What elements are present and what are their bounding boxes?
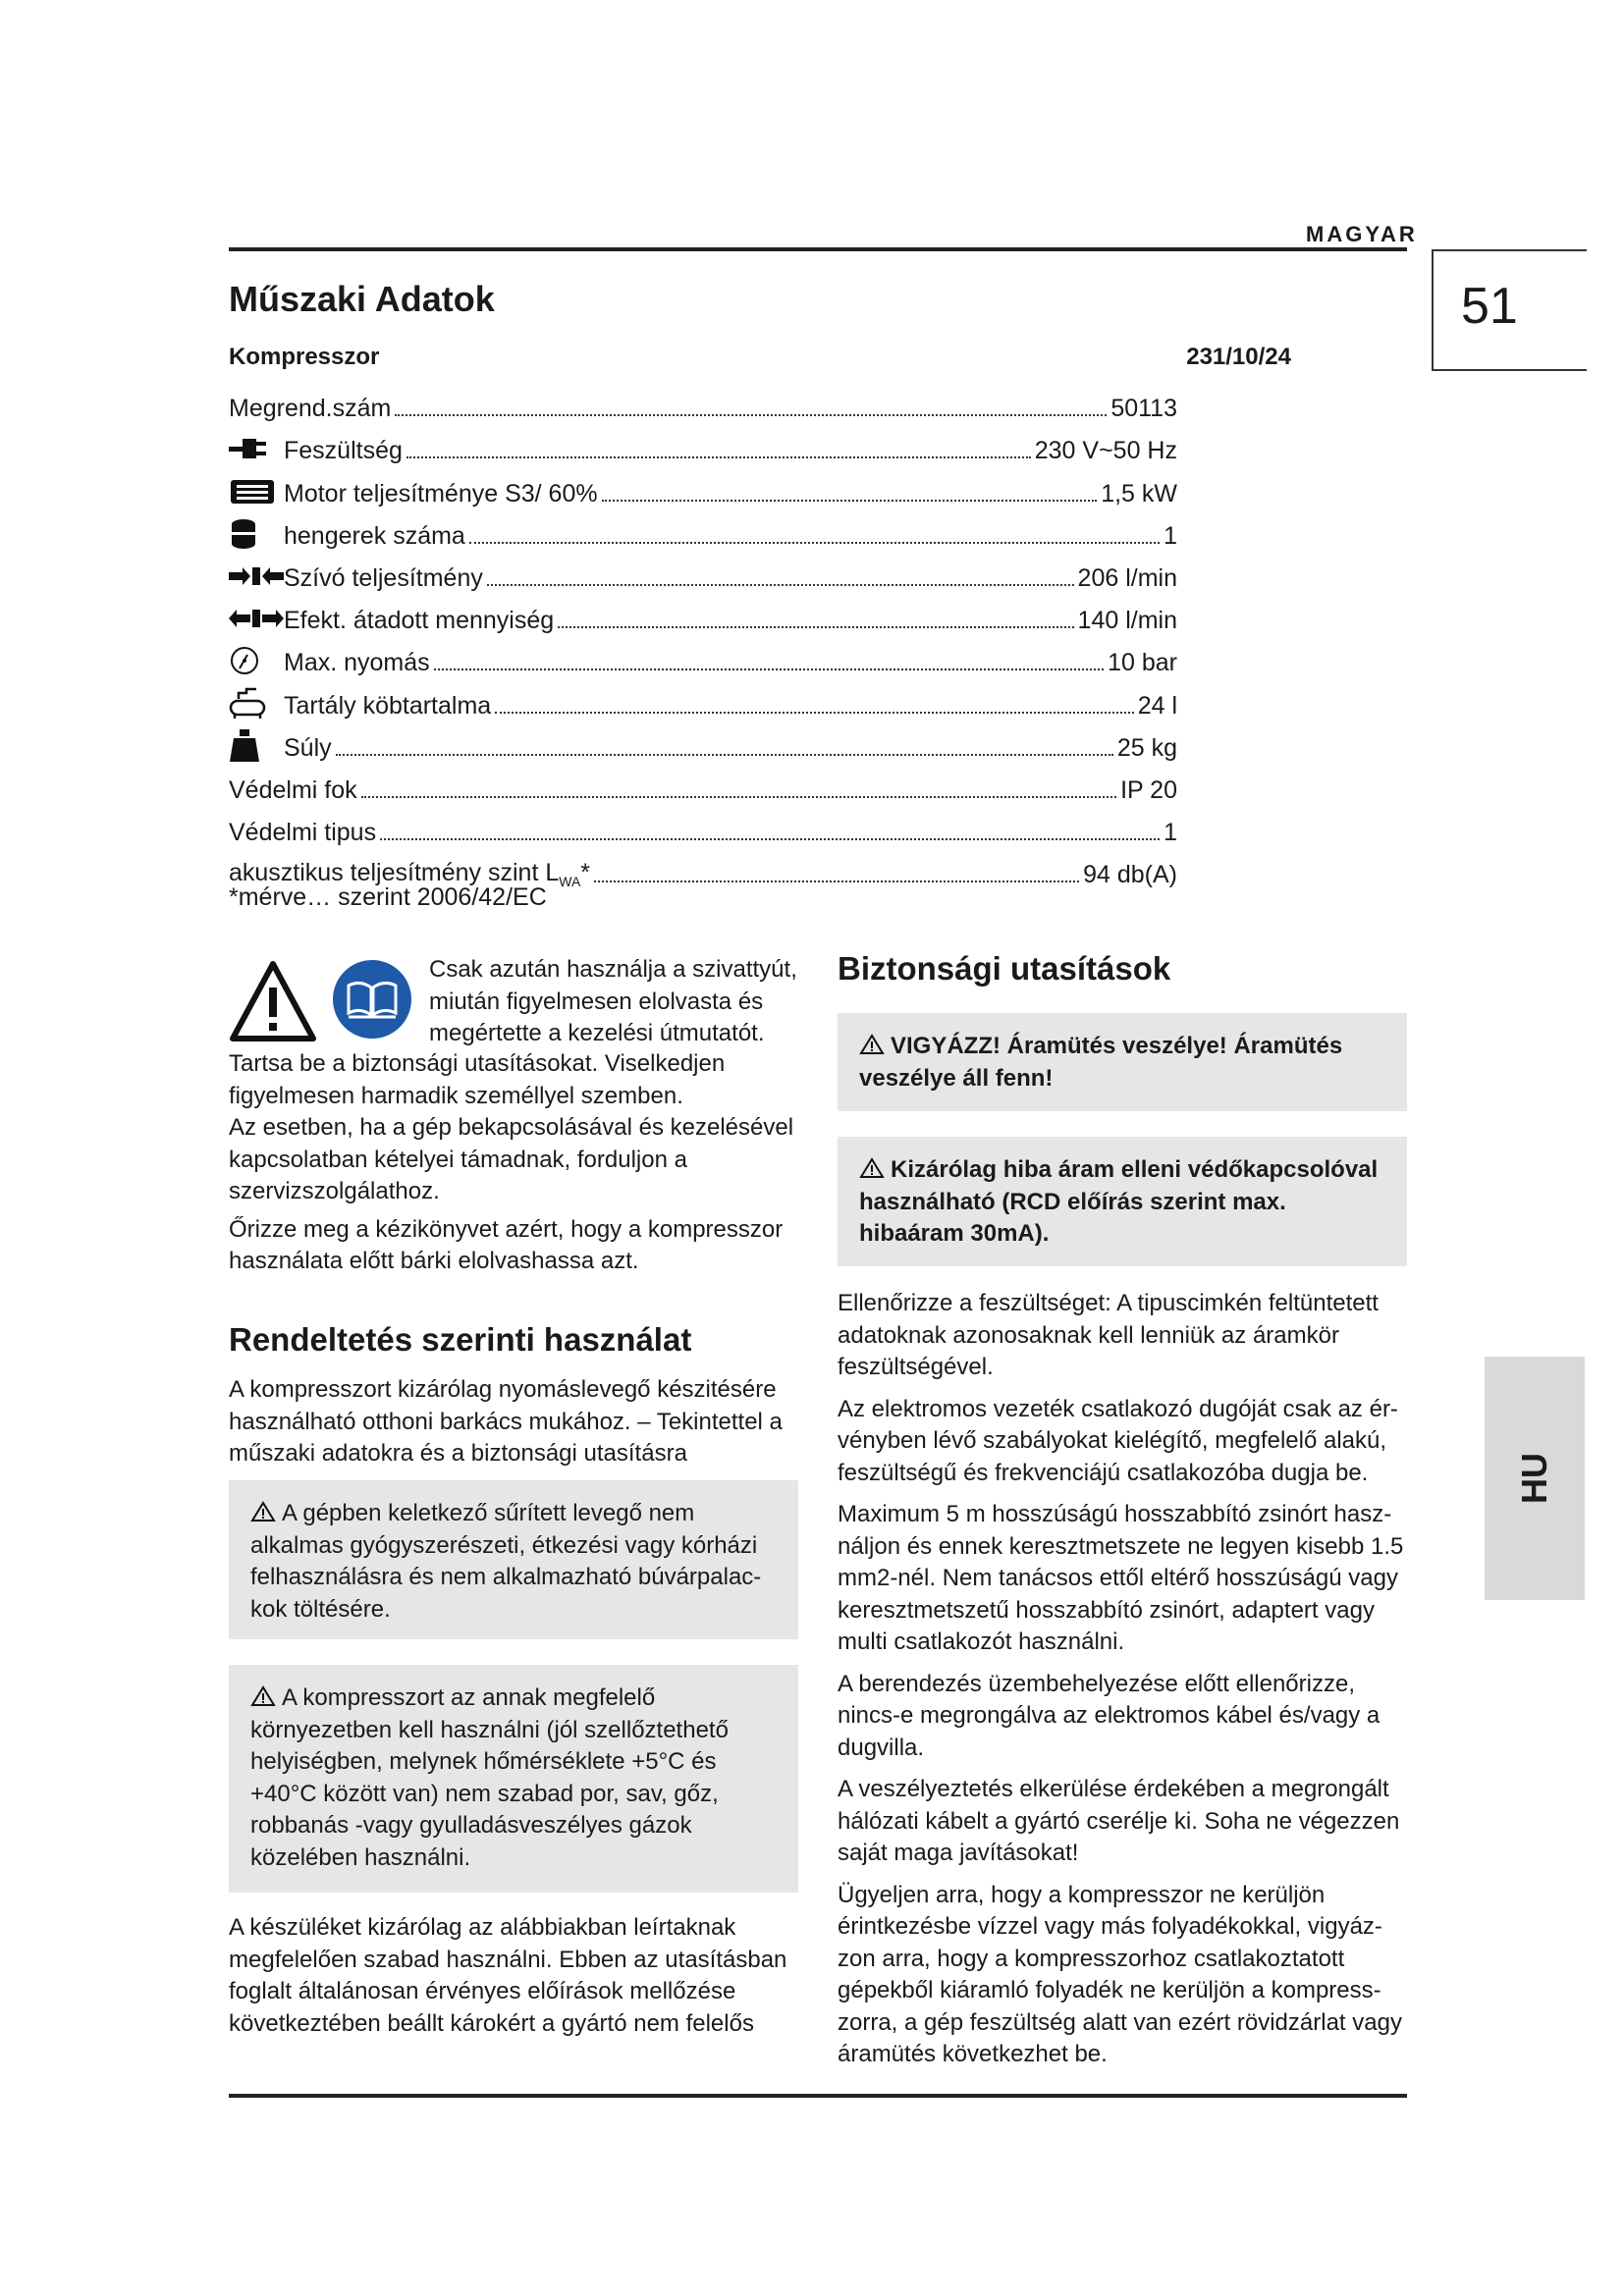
spec-value: 230 V~50 Hz bbox=[1034, 437, 1177, 465]
spec-row bbox=[229, 508, 1177, 551]
read-manual-icon bbox=[331, 958, 413, 1041]
spec-value: 1 bbox=[1164, 521, 1177, 550]
safety-paragraph: Ügyeljen arra, hogy a kompresszor ne kerüljön érintkezésbe vízzel vagy más folyadékokkal, vigyáz-zon arra, hogy a kompresszorhoz csatlakoztatott gépekből kiáramló folyadék ne kerüljön a kompress-zorra, a gép feszültség alatt van ezért rövidzárlat vagy áramütés következhet be. bbox=[838, 1881, 1402, 2067]
warning-icon bbox=[859, 1157, 885, 1179]
intended-use-heading: Rendeltetés szerinti használat bbox=[229, 1321, 692, 1358]
intro-icons bbox=[229, 960, 425, 1039]
intake-icon bbox=[229, 560, 284, 593]
warning-text: VIGYÁZZ! Áramütés veszélye! Áramütés veszélye áll fenn! bbox=[859, 1033, 1343, 1092]
spec-label: Motor teljesítménye S3/ 60% bbox=[284, 479, 598, 507]
leader-dots bbox=[406, 456, 1031, 458]
warning-triangle-icon bbox=[229, 960, 317, 1042]
spec-value: 10 bar bbox=[1108, 649, 1177, 677]
safety-paragraph: A berendezés üzembehelyezése előtt ellenőrizze, nincs-e megrongálva az elektromos kábel és/vagy a dugvilla. bbox=[838, 1670, 1380, 1761]
spec-value: 140 l/min bbox=[1077, 607, 1177, 635]
spec-row bbox=[229, 465, 1177, 507]
spec-footnote: *mérve… szerint 2006/42/EC bbox=[229, 883, 547, 911]
gauge-icon bbox=[229, 644, 284, 677]
spec-label: Feszültség bbox=[284, 437, 403, 465]
spec-label: hengerek száma bbox=[284, 521, 465, 550]
spec-value: 1 bbox=[1164, 819, 1177, 847]
output-icon bbox=[229, 602, 284, 635]
spec-row bbox=[229, 423, 1177, 465]
leader-dots bbox=[602, 500, 1098, 502]
product-name: Kompresszor bbox=[229, 344, 380, 370]
leader-dots bbox=[361, 796, 1116, 798]
spec-list bbox=[229, 381, 1177, 889]
spec-row bbox=[229, 593, 1177, 635]
intro-paragraphs bbox=[229, 1048, 808, 1278]
warning-box bbox=[229, 1665, 798, 1893]
spec-label-subscript: WA bbox=[559, 874, 581, 890]
safety-paragraphs bbox=[838, 1288, 1407, 2081]
side-tab-label: HU bbox=[1514, 1453, 1554, 1504]
warning-icon bbox=[250, 1685, 276, 1707]
warning-box bbox=[229, 1480, 798, 1639]
spec-value: 25 kg bbox=[1116, 733, 1177, 762]
warning-icon bbox=[859, 1034, 885, 1055]
tank-icon bbox=[229, 687, 284, 721]
tech-data-title: Műszaki Adatok bbox=[229, 279, 495, 319]
warning-icon bbox=[250, 1501, 276, 1522]
warning-text: A gépben keletkező sűrített levegő nem alkalmas gyógyszerészeti, étkezési vagy kórházi felhasználásra és nem alkalmazható búvárpalac-kok töltésére. bbox=[250, 1500, 762, 1623]
intro-paragraph: Őrizze meg a kézikönyvet azért, hogy a kompresszor használata előtt bárki elolvashassa azt. bbox=[229, 1215, 784, 1274]
safety-heading: Biztonsági utasítások bbox=[838, 950, 1171, 987]
safety-paragraph: Ellenőrizze a feszültséget: A tipuscimkén feltüntetett adatoknak azonosaknak kell lenniük az áramkör feszültségével. bbox=[838, 1290, 1379, 1380]
language-label: MAGYAR bbox=[1306, 222, 1418, 246]
spec-value: 1,5 kW bbox=[1101, 479, 1177, 507]
cylinder-icon bbox=[229, 517, 284, 551]
intended-use-disclaimer: A készüléket kizárólag az alábbiakban leírtaknak megfelelően szabad használni. Ebben az utasításban foglalt általánosan érvényes előírások mellőzése következtében beállt károkért a gyártó nem felelős bbox=[229, 1914, 787, 2037]
spec-row bbox=[229, 721, 1177, 763]
safety-paragraph: A veszélyeztetés elkerülése érdekében a megrongált hálózati kábelt a gyártó cserélje ki. Soha ne végezzen saját maga javításokat! bbox=[838, 1776, 1400, 1866]
spec-value: IP 20 bbox=[1120, 775, 1177, 804]
warning-text: Kizárólag hiba áram elleni védőkapcsolóval használható (RCD előírás szerint max. hibaáram 30mA). bbox=[859, 1156, 1379, 1247]
page-number: 51 bbox=[1461, 278, 1518, 335]
plug-icon bbox=[229, 432, 284, 465]
spec-header bbox=[229, 344, 1291, 371]
intro-text: Csak azután használja a szivattyút, miután figyelmesen elolvasta és megértette a kezelési útmutatót. bbox=[429, 956, 797, 1046]
spec-row bbox=[229, 805, 1177, 847]
spec-row bbox=[229, 551, 1177, 593]
intended-use-text: A kompresszort kizárólag nyomáslevegő készitésére használható otthoni barkács mukához. – Tekintettel a műszaki adatokra és a biztonsági utasításra bbox=[229, 1376, 783, 1467]
leader-dots bbox=[395, 414, 1107, 416]
spec-label: Max. nyomás bbox=[284, 649, 430, 677]
warning-text: A kompresszort az annak megfelelő környezetben kell használni (jól szellőztethető helyiségben, melynek hőmérséklete +5°C és +40°C között van) nem szabad por, sav, gőz, robbanás -vagy gyulladásveszélyes gázok közelében használni. bbox=[250, 1684, 729, 1871]
safety-paragraph: Az elektromos vezeték csatlakozó dugóját csak az ér-vényben lévő szabályokat kielégítő, megfelelő alakú, feszültségű és frekvenciájú csatlakozóba dugja be. bbox=[838, 1395, 1398, 1486]
spec-label: Megrend.szám bbox=[229, 395, 392, 423]
intro-paragraph: Az esetben, ha a gép bekapcsolásával és kezelésével kapcsolatban kételyei támadnak, forduljon a szervizszolgálathoz. bbox=[229, 1114, 794, 1204]
bottom-divider bbox=[229, 2094, 1407, 2098]
language-side-tab bbox=[1485, 1357, 1585, 1600]
spec-label: Tartály köbtartalma bbox=[284, 691, 492, 720]
warning-box bbox=[838, 1013, 1407, 1111]
spec-label-suffix: * bbox=[580, 859, 591, 887]
leader-dots bbox=[495, 712, 1133, 714]
spec-label: Védelmi tipus bbox=[229, 819, 377, 847]
spec-row bbox=[229, 381, 1177, 423]
leader-dots bbox=[487, 584, 1074, 586]
model-number: 231/10/24 bbox=[1186, 344, 1291, 370]
spec-label: Védelmi fok bbox=[229, 775, 357, 804]
leader-dots bbox=[336, 754, 1113, 756]
leader-dots bbox=[380, 838, 1160, 840]
motor-icon bbox=[229, 475, 284, 508]
leader-dots bbox=[558, 626, 1073, 628]
leader-dots bbox=[434, 668, 1104, 670]
safety-paragraph: Maximum 5 m hosszúságú hosszabbító zsinórt hasz-náljon és ennek keresztmetszete ne legyen kisebb 1.5 mm2-nél. Nem tanácsos ettől eltérő hosszúságú vagy keresztmetszetű hosszabbító zsinórt, adaptert vagy multi csatlakozót használni. bbox=[838, 1501, 1404, 1655]
spec-value: 24 l bbox=[1137, 691, 1177, 720]
spec-label: Efekt. átadott mennyiség bbox=[284, 607, 555, 635]
spec-value: 94 db(A) bbox=[1083, 861, 1177, 889]
leader-dots bbox=[469, 542, 1160, 544]
leader-dots bbox=[594, 881, 1079, 882]
spec-row bbox=[229, 677, 1177, 720]
spec-label: Szívó teljesítmény bbox=[284, 563, 483, 592]
spec-row bbox=[229, 635, 1177, 677]
warning-box bbox=[838, 1137, 1407, 1266]
spec-value: 206 l/min bbox=[1077, 563, 1177, 592]
spec-label: Súly bbox=[284, 733, 332, 762]
top-divider bbox=[229, 247, 1407, 251]
spec-label-text: akusztikus teljesítmény szint L bbox=[229, 859, 560, 887]
spec-row bbox=[229, 763, 1177, 805]
spec-value: 50113 bbox=[1110, 395, 1177, 423]
intro-paragraph: Tartsa be a biztonsági utasításokat. Viselkedjen figyelmesen harmadik személlyel szemben. bbox=[229, 1050, 726, 1109]
weight-icon bbox=[229, 729, 284, 763]
